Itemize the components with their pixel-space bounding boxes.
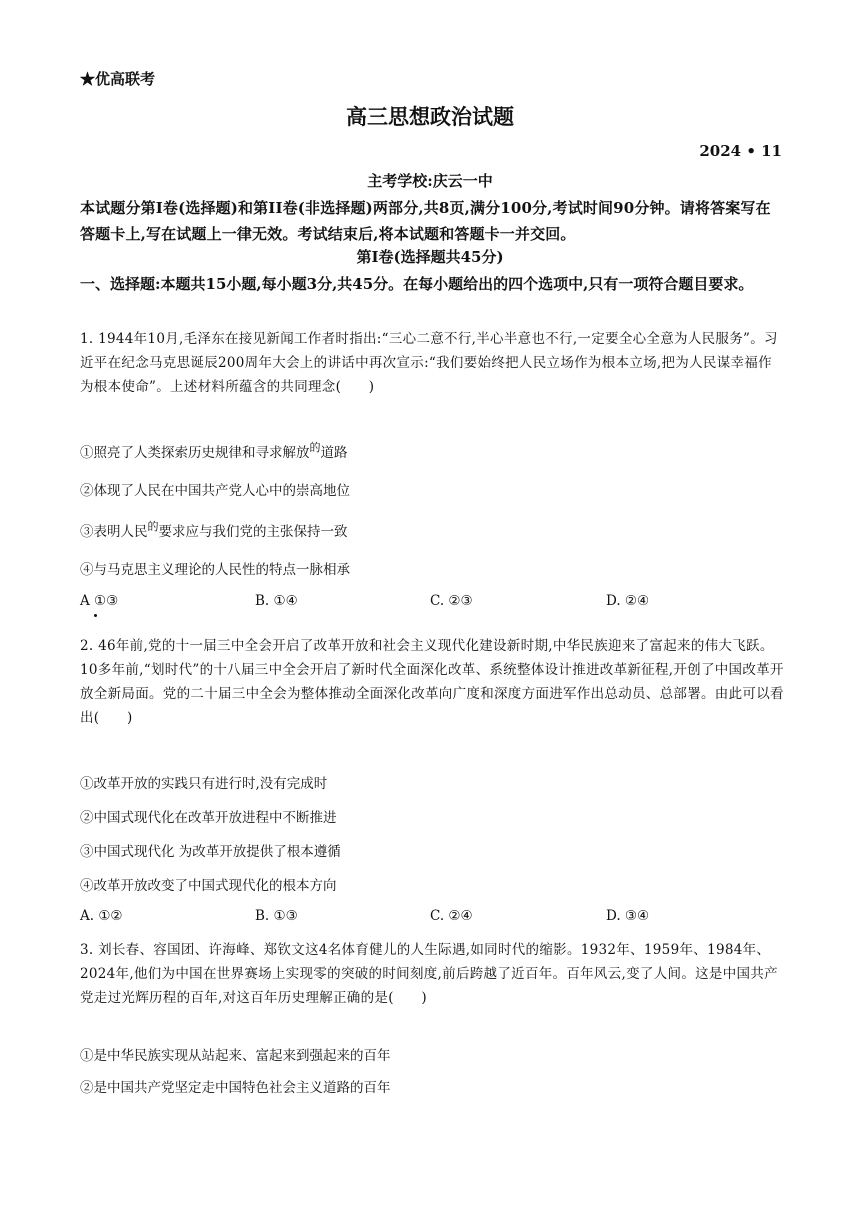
statement-superscript: 的: [309, 441, 321, 454]
question-1-stem: 1. 1944年10月,毛泽东在接见新闻工作者时指出:“三心二意不行,半心半意也不行,一定要全心全意为人民服务”。习近平在纪念马克思诞辰200周年大会上的讲话中再次宣示:“我们要始终把人民立场作为根本立场,把为人民谋幸福作为根本使命”。上述材料所蕴含的共同理念( ): [80, 331, 778, 395]
question-1-choice-b: B. ①④: [255, 593, 298, 609]
question-2-statement-3: ③中国式现代化 为改革开放提供了根本遵循: [80, 844, 341, 860]
question-1-statement-1: [80, 441, 348, 461]
host-school: 主考学校:庆云一中: [367, 172, 493, 190]
question-1-choice-d: D. ②④: [606, 593, 650, 609]
section-heading: 一、选择题:本题共15小题,每小题3分,共45分。在每小题给出的四个选项中,只有一项符合题目要求。: [80, 275, 754, 293]
question-2-statement-1: ①改革开放的实践只有进行时,没有完成时: [80, 776, 328, 792]
statement-superscript: 的: [147, 520, 159, 533]
question-2-choice-b: B. ①③: [255, 908, 298, 924]
statement-text: 要求应与我们党的主张保持一致: [158, 524, 348, 540]
exam-instructions: 本试题分第Ⅰ卷(选择题)和第II卷(非选择题)两部分,共8页,满分100分,考试时间90分钟。请将答案写在答题卡上,写在试题上一律无效。考试结束后,将本试题和答题卡一并交回。: [80, 199, 771, 243]
page-title: 高三思想政治试题: [346, 104, 514, 129]
exam-date: 2024 • 11: [699, 142, 782, 160]
question-3-statement-1: ①是中华民族实现从站起来、富起来到强起来的百年: [80, 1048, 391, 1064]
question-2-stem: 2. 46年前,党的十一届三中全会开启了改革开放和社会主义现代化建设新时期,中华民族迎来了富起来的伟大飞跃。10多年前,“划时代”的十八届三中全会开启了新时代全面深化改革、系统整体设计推进改革新征程,开创了中国改革开放全新局面。党的二十届三中全会为整体推动全面深化改革向广度和深度方面进军作出总动员、总部署。由此可以看出( ): [80, 638, 784, 726]
volume-heading: 第Ⅰ卷(选择题共45分): [356, 248, 504, 266]
question-3-stem: 3. 刘长春、容国团、许海峰、郑钦文这4名体育健儿的人生际遇,如同时代的缩影。1932年、1959年、1984年、2024年,他们为中国在世界赛场上实现零的突破的时间刻度,前后跨越了近百年。百年风云,变了人间。这是中国共产党走过光辉历程的百年,对这百年历史理解正确的是( ): [80, 942, 778, 1006]
exam-tag: ★优高联考: [80, 70, 156, 88]
question-2-choice-c: C. ②④: [430, 908, 473, 924]
statement-text: 道路: [320, 445, 348, 461]
question-1-statement-3: [80, 520, 348, 540]
question-2-choice-a: A. ①②: [80, 908, 123, 924]
question-1-choice-a: A ①③: [80, 593, 119, 609]
question-2-statement-2: ②中国式现代化在改革开放进程中不断推进: [80, 810, 337, 826]
question-3-statement-2: ②是中国共产党坚定走中国特色社会主义道路的百年: [80, 1080, 391, 1096]
stray-dot: [94, 614, 97, 617]
question-2-choice-d: D. ③④: [606, 908, 650, 924]
question-1-statement-2: ②体现了人民在中国共产党人心中的崇高地位: [80, 483, 350, 499]
statement-text: ③表明人民: [80, 524, 148, 540]
question-1-statement-4: ④与马克思主义理论的人民性的特点一脉相承: [80, 562, 350, 578]
question-1-choice-c: C. ②③: [430, 593, 473, 609]
question-2-statement-4: ④改革开放改变了中国式现代化的根本方向: [80, 878, 337, 894]
statement-text: ①照亮了人类探索历史规律和寻求解放: [80, 445, 310, 461]
